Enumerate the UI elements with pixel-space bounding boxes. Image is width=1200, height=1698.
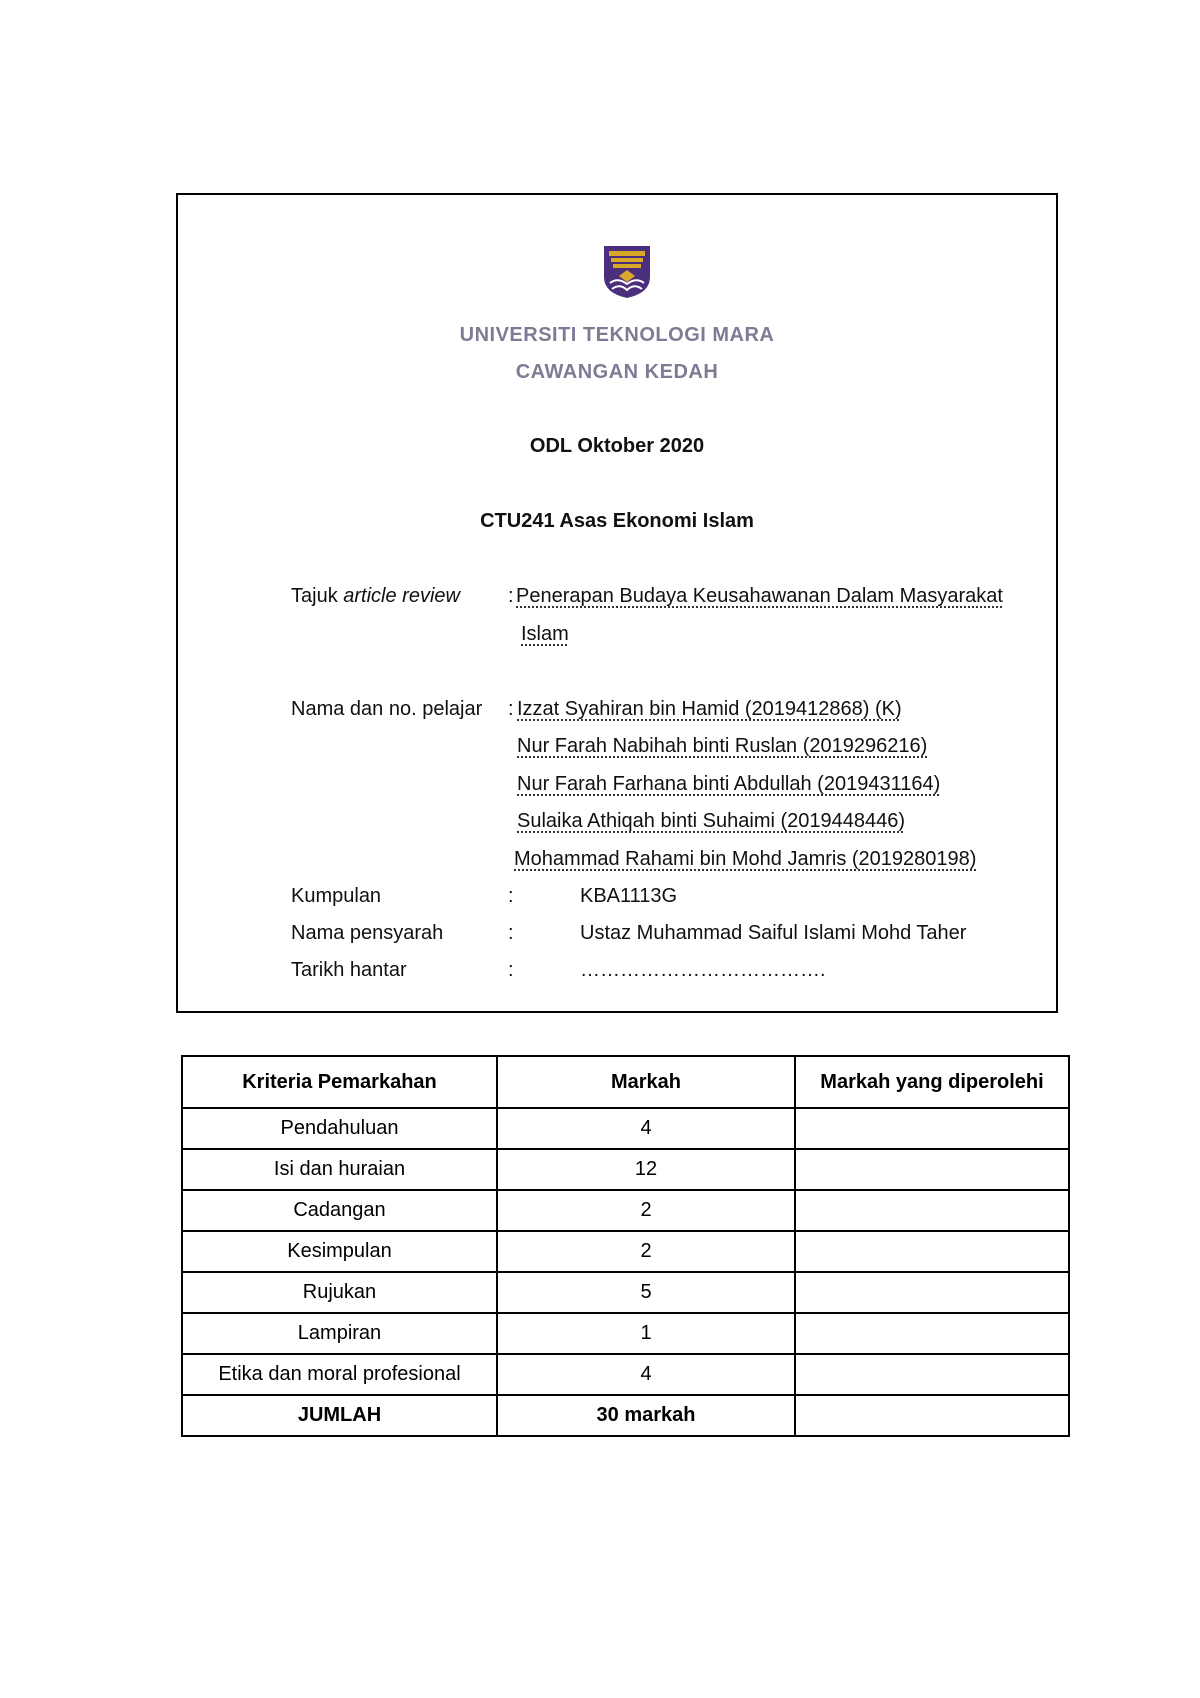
title-label-prefix: Tajuk: [291, 585, 344, 607]
obtained-cell[interactable]: [795, 1354, 1069, 1395]
group-value: KBA1113G: [580, 885, 678, 907]
date-value: ……………………………….: [580, 959, 826, 981]
cover-panel: [176, 193, 1058, 1013]
university-name: UNIVERSITI TEKNOLOGI MARA: [459, 324, 775, 346]
title-label: [291, 585, 460, 608]
student-name-3: Nur Farah Farhana binti Abdullah (2019431164): [517, 773, 941, 795]
header-obtained: Markah yang diperolehi: [795, 1056, 1069, 1108]
table-row: [182, 1231, 1069, 1272]
total-label: JUMLAH: [182, 1395, 497, 1436]
title-colon: :: [508, 585, 514, 607]
date-colon: :: [508, 959, 514, 981]
marks-cell: 5: [497, 1272, 795, 1313]
total-obtained[interactable]: [795, 1395, 1069, 1436]
table-header-row: [182, 1056, 1069, 1108]
marks-cell: 2: [497, 1190, 795, 1231]
campus-name: CAWANGAN KEDAH: [515, 361, 719, 383]
criteria-cell: Lampiran: [182, 1313, 497, 1354]
table-row: [182, 1272, 1069, 1313]
date-label: Tarikh hantar: [291, 959, 407, 981]
table-row: [182, 1149, 1069, 1190]
table-row: [182, 1108, 1069, 1149]
criteria-cell: Rujukan: [182, 1272, 497, 1313]
article-title-line2: Islam: [521, 623, 569, 645]
marks-cell: 4: [497, 1354, 795, 1395]
students-colon: :: [508, 698, 514, 720]
title-label-italic: article review: [343, 585, 460, 607]
total-marks: 30 markah: [497, 1395, 795, 1436]
lecturer-colon: :: [508, 922, 514, 944]
criteria-cell: Isi dan huraian: [182, 1149, 497, 1190]
criteria-cell: Pendahuluan: [182, 1108, 497, 1149]
obtained-cell[interactable]: [795, 1190, 1069, 1231]
header-criteria: Kriteria Pemarkahan: [182, 1056, 497, 1108]
obtained-cell[interactable]: [795, 1313, 1069, 1354]
student-name-2: Nur Farah Nabihah binti Ruslan (2019296216): [517, 735, 928, 757]
group-colon: :: [508, 885, 514, 907]
marks-cell: 1: [497, 1313, 795, 1354]
header-marks: Markah: [497, 1056, 795, 1108]
criteria-cell: Cadangan: [182, 1190, 497, 1231]
group-label: Kumpulan: [291, 885, 382, 907]
marking-rubric-table: [181, 1055, 1070, 1437]
lecturer-label: Nama pensyarah: [291, 922, 444, 944]
obtained-cell[interactable]: [795, 1149, 1069, 1190]
marks-cell: 4: [497, 1108, 795, 1149]
uitm-crest-icon: [600, 243, 654, 299]
total-row: [182, 1395, 1069, 1436]
course-title: CTU241 Asas Ekonomi Islam: [480, 510, 754, 532]
marks-cell: 12: [497, 1149, 795, 1190]
student-name-5: Mohammad Rahami bin Mohd Jamris (2019280198): [514, 848, 977, 870]
criteria-cell: Kesimpulan: [182, 1231, 497, 1272]
article-title-line1: Penerapan Budaya Keusahawanan Dalam Masyarakat: [516, 585, 1003, 607]
table-row: [182, 1313, 1069, 1354]
student-name-4: Sulaika Athiqah binti Suhaimi (2019448446): [517, 810, 906, 832]
table-row: [182, 1354, 1069, 1395]
obtained-cell[interactable]: [795, 1272, 1069, 1313]
students-label: Nama dan no. pelajar: [291, 698, 483, 720]
session-title: ODL Oktober 2020: [529, 435, 705, 457]
lecturer-value: Ustaz Muhammad Saiful Islami Mohd Taher: [580, 922, 967, 944]
student-name-1: Izzat Syahiran bin Hamid (2019412868) (K): [517, 698, 902, 720]
obtained-cell[interactable]: [795, 1231, 1069, 1272]
criteria-cell: Etika dan moral profesional: [182, 1354, 497, 1395]
table-row: [182, 1190, 1069, 1231]
obtained-cell[interactable]: [795, 1108, 1069, 1149]
marks-cell: 2: [497, 1231, 795, 1272]
